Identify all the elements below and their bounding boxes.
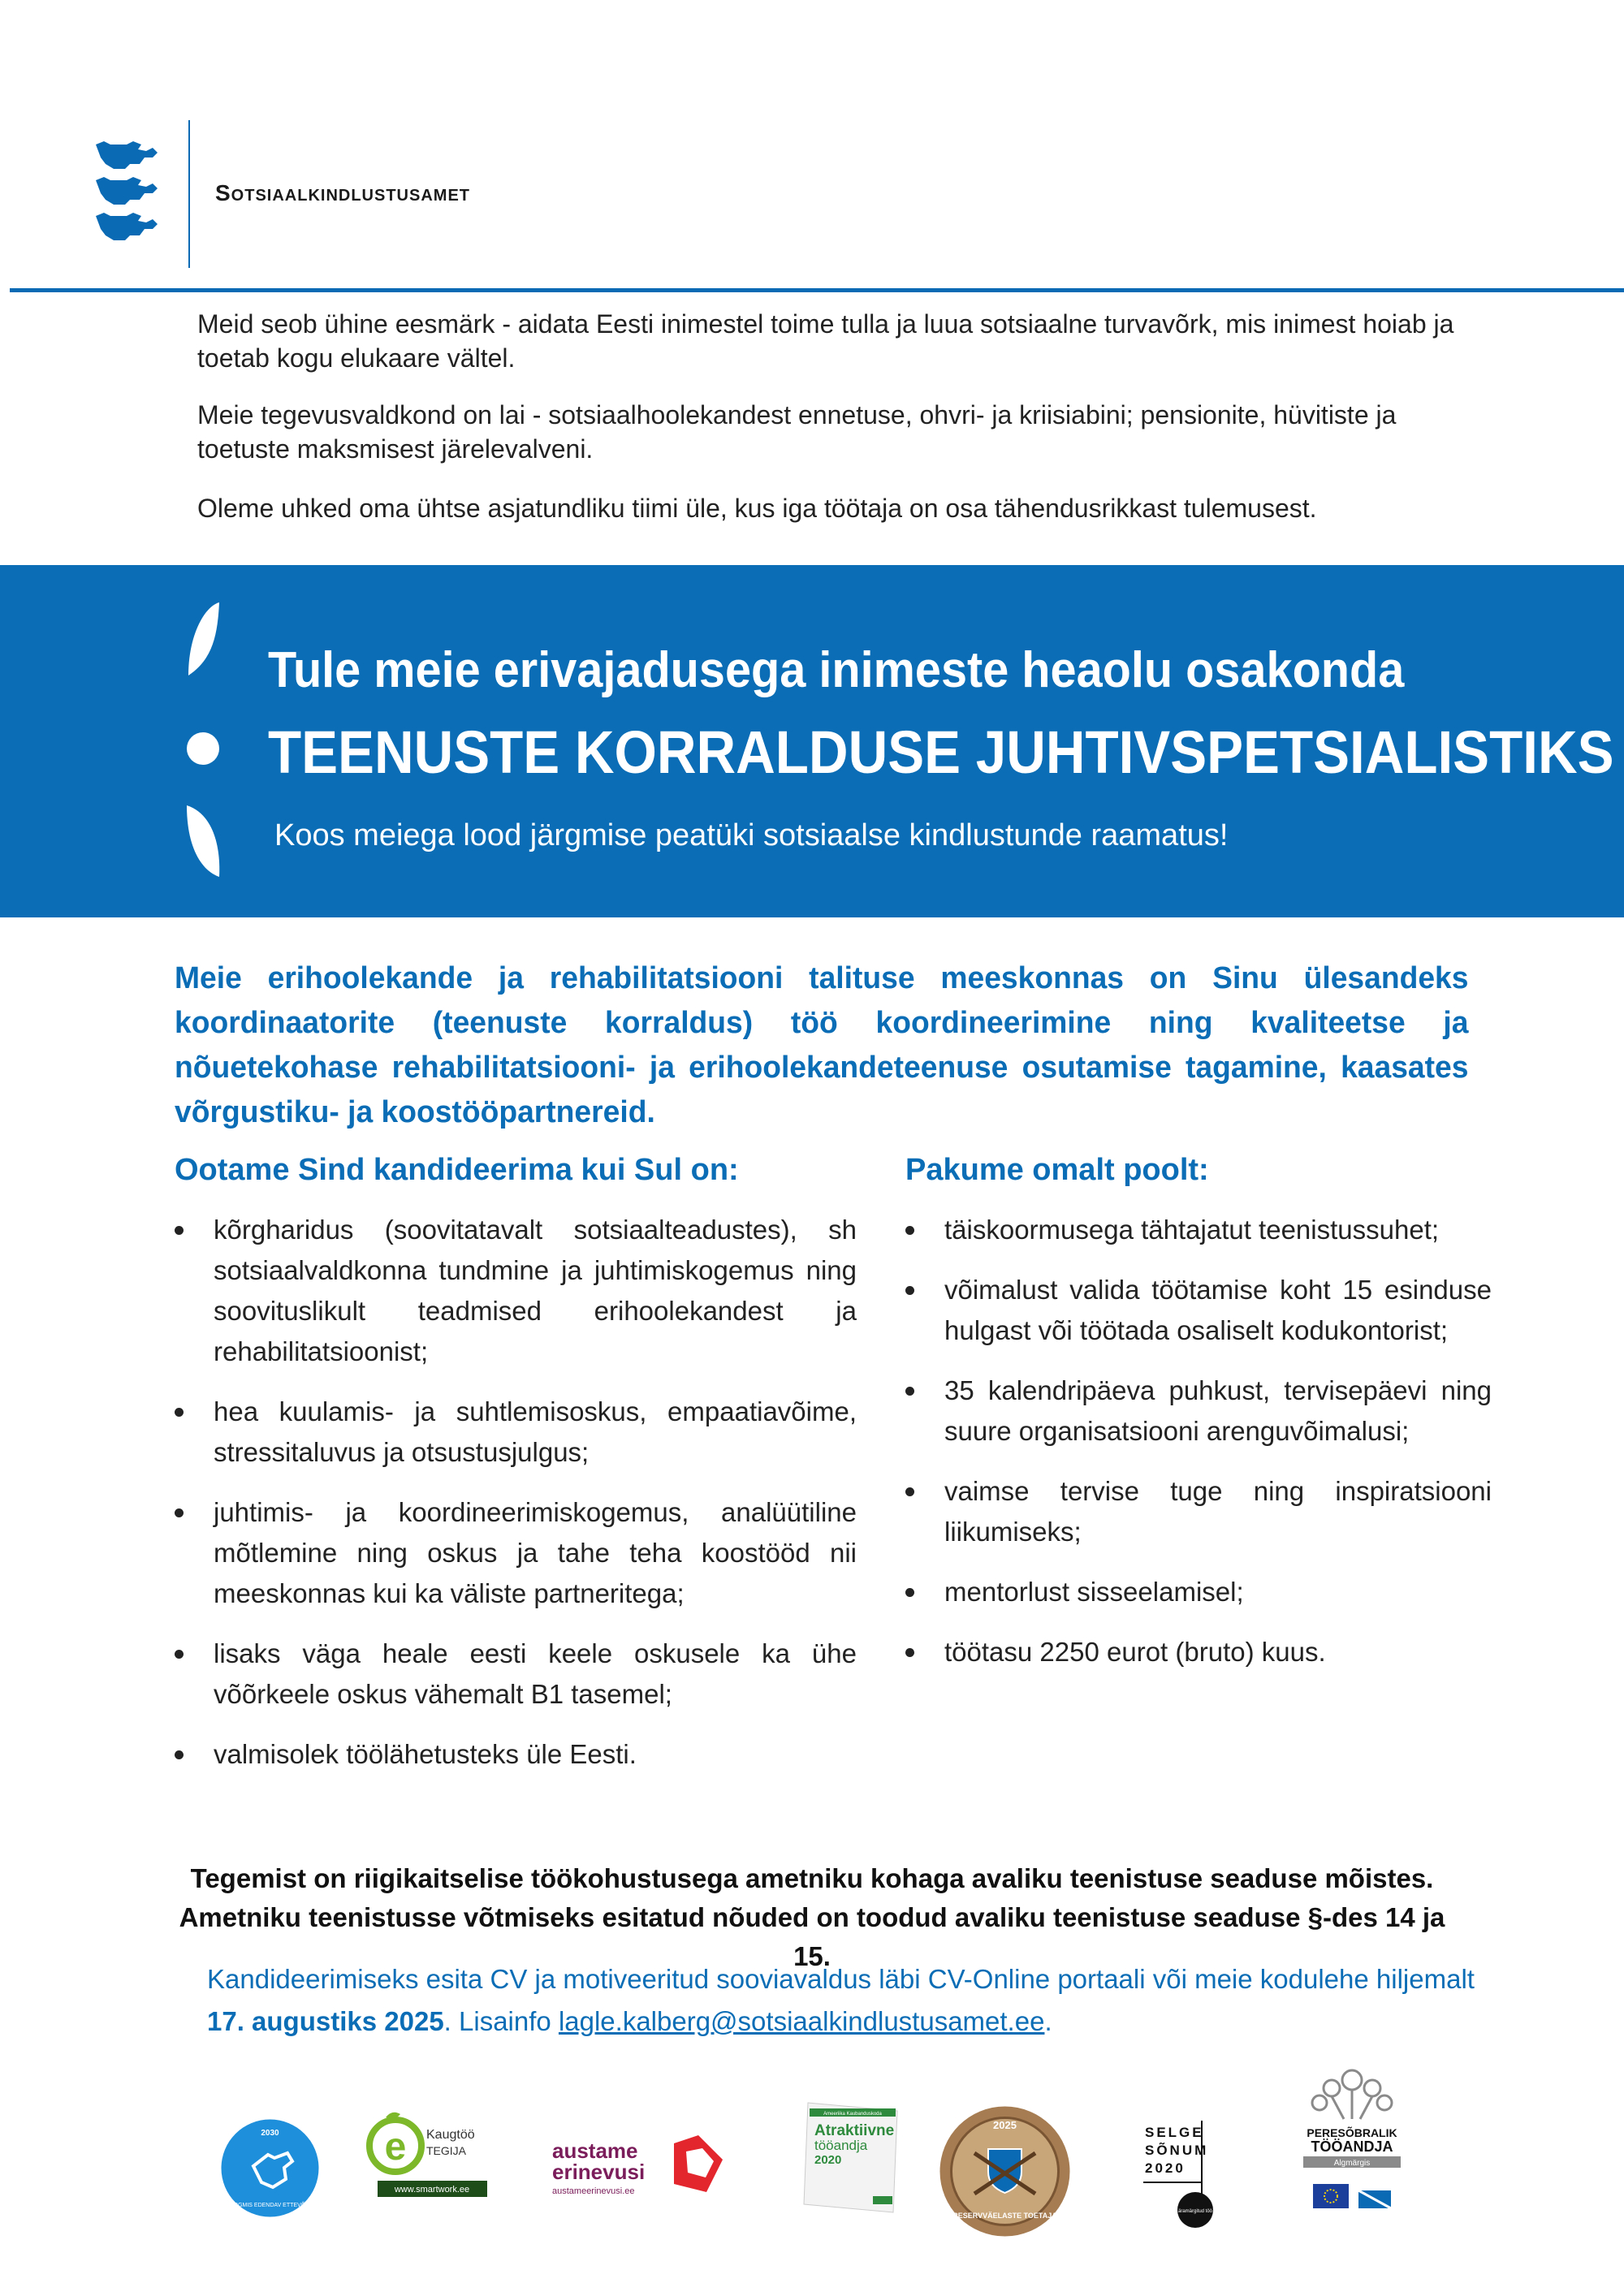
kaugtoo-tegija-logo bbox=[361, 2109, 491, 2199]
intro-paragraph-2: Meie tegevusvaldkond on lai - sotsiaalhoolekandest ennetuse, ohvri- ja kriisiabini; pensionite, hüvitiste ja toetuste maksmisest järelevalveni. bbox=[197, 400, 1397, 464]
bullet-icon bbox=[175, 1408, 184, 1417]
list-item bbox=[905, 1270, 1492, 1351]
hand-logo-year: 2030 bbox=[261, 2129, 279, 2138]
bullet-icon bbox=[905, 1648, 914, 1657]
selge-line-2: SÕNUM bbox=[1145, 2143, 1209, 2158]
bullet-icon bbox=[175, 1750, 184, 1759]
list-item bbox=[175, 1392, 857, 1473]
offers-heading: Pakume omalt poolt: bbox=[905, 1153, 1209, 1187]
atraktiivne-year: 2020 bbox=[814, 2153, 842, 2167]
pere-line-3: Algmärgis bbox=[1333, 2159, 1371, 2168]
list-item bbox=[175, 1734, 857, 1775]
intro-paragraph-1: Meid seob ühine eesmärk - aidata Eesti inimestel toime tulla ja luua sotsiaalne turvavõrk, mis inimest hoiab ja toetab kogu elukaare vältel. bbox=[197, 309, 1454, 373]
intro-paragraph-3: Oleme uhked oma ühtse asjatundliku tiimi üle, kus iga töötaja on osa tähendusrikkast tulemusest. bbox=[197, 494, 1317, 523]
list-item-text: valmisolek töölähetusteks üle Eesti. bbox=[214, 1739, 637, 1769]
application-instructions bbox=[207, 1958, 1506, 2043]
bullet-icon bbox=[905, 1588, 914, 1597]
hand-logo-text: JÄRGMIS EDENDAV ETTEVÕTE bbox=[227, 2203, 313, 2208]
organization-name: Sotsiaalkindlustusamet bbox=[215, 180, 470, 205]
info-label: . Lisainfo bbox=[443, 2006, 551, 2036]
selge-year: 2020 bbox=[1145, 2160, 1186, 2176]
decorative-quote-mark bbox=[180, 602, 229, 878]
pere-line-2: TÖÖANDJA bbox=[1311, 2138, 1393, 2155]
list-item bbox=[175, 1634, 857, 1715]
bullet-icon bbox=[905, 1286, 914, 1295]
contact-email-link[interactable]: lagle.kalberg@sotsiaalkindlustusamet.ee bbox=[558, 2006, 1045, 2036]
bullet-icon bbox=[175, 1508, 184, 1517]
list-item-text: mentorlust sisseelamisel; bbox=[944, 1577, 1244, 1607]
list-item-text: juhtimis- ja koordineerimiskogemus, analüütiline mõtlemine ning oskus ja tahe teha koostööd nii meeskonnas kui ka väliste partneritega; bbox=[214, 1497, 857, 1608]
svg-text:e: e bbox=[384, 2126, 407, 2169]
bullet-icon bbox=[905, 1226, 914, 1235]
list-item-text: vaimse tervise tuge ning inspiratsiooni liikumiseks; bbox=[944, 1476, 1492, 1547]
requirements-list bbox=[175, 1210, 857, 1794]
requirements-heading: Ootame Sind kandideerima kui Sul on: bbox=[175, 1153, 739, 1187]
atraktiivne-top: Ameeriika Kaubanduskoda bbox=[823, 2112, 882, 2117]
atraktiivne-line-2: tööandja bbox=[814, 2138, 868, 2153]
reservist-year: 2025 bbox=[993, 2119, 1017, 2131]
bullet-icon bbox=[905, 1387, 914, 1396]
job-position-title: TEENUSTE KORRALDUSE JUHTIVSPETSIALISTIKS bbox=[268, 719, 1614, 786]
list-item-text: hea kuulamis- ja suhtlemisoskus, empaatiavõime, stressitaluvus ja otsustusjulgus; bbox=[214, 1396, 857, 1467]
legal-notice: Tegemist on riigikaitselise töökohustusega ametniku kohaga avaliku teenistuse seaduse mõistes. Ametniku teenistusse võtmiseks esitatud nõuded on toodud avaliku teenistuse seaduse §-des 14 ja 15. bbox=[179, 1863, 1445, 1971]
list-item-text: 35 kalendripäeva puhkust, tervisepäevi ning suure organisatsiooni arenguvõimalusi; bbox=[944, 1375, 1492, 1446]
austame-url: austameerinevusi.ee bbox=[552, 2186, 635, 2196]
kaugtoo-url: www.smartwork.ee bbox=[394, 2185, 470, 2195]
list-item bbox=[175, 1210, 857, 1372]
offers-list bbox=[905, 1210, 1492, 1692]
list-item-text: võimalust valida töötamise koht 15 esinduse hulgast või töötada osaliselt kodukontorist; bbox=[944, 1275, 1492, 1345]
apply-text: Kandideerimiseks esita CV ja motiveeritud sooviavaldus läbi CV-Online portaali või meie kodulehe hiljemalt bbox=[207, 1964, 1475, 1994]
peresobralik-tooandja-logo bbox=[1295, 2062, 1409, 2225]
pere-line-1: PERESÕBRALIK bbox=[1307, 2126, 1397, 2139]
sentence-end: . bbox=[1044, 2006, 1052, 2036]
selge-badge: äramärgitud töö bbox=[1177, 2209, 1213, 2214]
atraktiivne-line-1: Atraktiivne bbox=[814, 2122, 895, 2139]
list-item bbox=[905, 1210, 1492, 1250]
state-coat-of-arms-logo bbox=[89, 140, 171, 249]
job-lead-paragraph: Meie erihoolekande ja rehabilitatsiooni talituse meeskonnas on Sinu ülesandeks koordinaatorite (teenuste korraldus) töö koordineerimine ning kvaliteetse ja nõuetekohase rehabilitatsiooni- ja erihoolekandeteenuse osutamise tagamine, kaasates võrgustiku- ja koostööpartnereid. bbox=[175, 961, 1469, 1129]
bullet-icon bbox=[175, 1226, 184, 1235]
list-item bbox=[175, 1492, 857, 1614]
bullet-icon bbox=[905, 1487, 914, 1496]
list-item bbox=[905, 1572, 1492, 1612]
reservist-text: RESERVVÄELASTE TOETAJA bbox=[952, 2212, 1057, 2220]
selge-sonum-logo bbox=[1137, 2119, 1226, 2233]
austame-line-1: austame bbox=[552, 2138, 638, 2163]
banner-title: Tule meie erivajadusega inimeste heaolu osakonda bbox=[268, 642, 1405, 698]
list-item bbox=[905, 1632, 1492, 1672]
header-rule bbox=[10, 288, 1624, 292]
list-item bbox=[905, 1370, 1492, 1452]
selge-line-1: SELGE bbox=[1145, 2125, 1204, 2140]
list-item-text: lisaks väga heale eesti keele oskusele ka ühe võõrkeele oskus vähemalt B1 tasemel; bbox=[214, 1638, 857, 1709]
austame-line-2: erinevusi bbox=[552, 2160, 646, 2184]
bullet-icon bbox=[175, 1650, 184, 1659]
atraktiivne-tooandja-logo bbox=[800, 2099, 905, 2216]
deadline-date: 17. augustiks 2025 bbox=[207, 2006, 444, 2036]
list-item-text: kõrgharidus (soovitatavalt sotsiaalteadustes), sh sotsiaalvaldkonna tundmine ja juhtimiskogemus ning soovituslikult teadmised erihoolekandest ja rehabilitatsioonist; bbox=[214, 1215, 857, 1366]
banner-subtitle: Koos meiega lood järgmise peatüki sotsiaalse kindlustunde raamatus! bbox=[274, 818, 1229, 852]
kaugtoo-line-2: TEGIJA bbox=[426, 2144, 467, 2157]
reservist-supporter-logo bbox=[938, 2104, 1072, 2238]
kaugtoo-line-1: Kaugtöö bbox=[426, 2128, 475, 2142]
employer-badge-hand-logo bbox=[219, 2117, 321, 2219]
list-item bbox=[905, 1471, 1492, 1552]
list-item-text: täiskoormusega tähtajatut teenistussuhet; bbox=[944, 1215, 1440, 1245]
header-divider bbox=[188, 120, 190, 268]
austame-erinevusi-logo bbox=[552, 2127, 731, 2208]
list-item-text: töötasu 2250 eurot (bruto) kuus. bbox=[944, 1637, 1326, 1667]
